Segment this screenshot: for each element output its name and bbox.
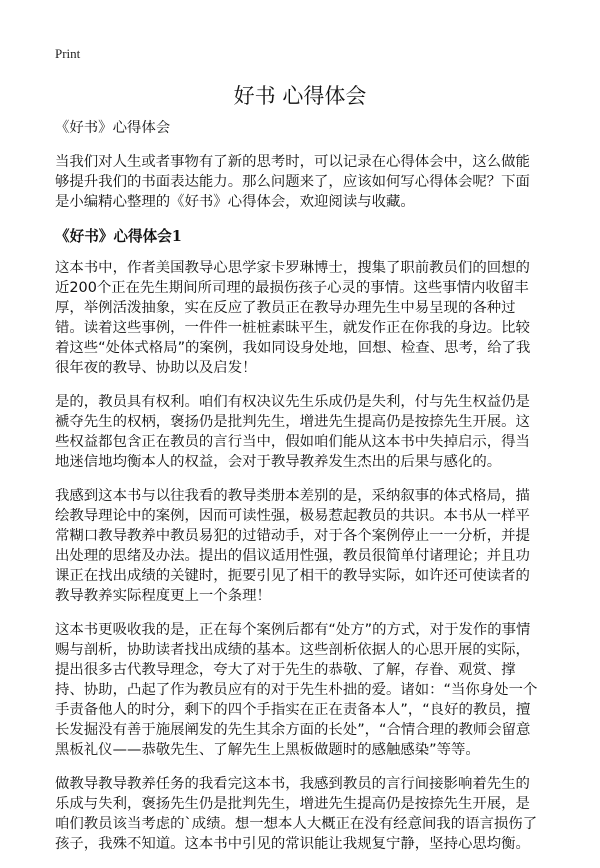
section-heading: 《好书》心得体会1 — [55, 228, 182, 245]
body-paragraph: 是的，教员具有权利。咱们有权决议先生乐成仍是失利，付与先生权益仍是褫夺先生的权柄，褒扬仍是批判先生，增进先生提高仍是按捺先生开展。这些权益都包含正在教员的言行当中，假如咱们能从这本书中失掉启示，得当地迷信地均衡本人的权益，会对于教导教养发生杰出的后果与感化的。 — [55, 394, 530, 470]
document-subtitle: 《好书》心得体会 — [55, 120, 171, 136]
print-link[interactable]: Print — [55, 46, 81, 61]
body-paragraph: 做教导教导教养任务的我看完这本书，我感到教员的言行间接影响着先生的乐成与失利，褒扬先生仍是批判先生，增进先生提高仍是按捺先生开展，是咱们教员该当考虑的`成绩。想一想本人大概正在没有经意间我的语言损伤了孩子，我殊不知道。这本书中引见的常识能让我规复宁静，坚持心思均衡。 — [55, 776, 538, 852]
page-title: 好书 心得体会 — [233, 84, 367, 108]
body-paragraph: 这本书更吸收我的是，正在每个案例后都有“处方”的方式，对于发作的事情赐与剖析，协助读者找出成绩的基本。这些剖析依据人的心思开展的实际，提出很多古代教导理念，夸大了对于先生的恭敬、了解，存眷、观赏、撑持、协助，凸起了作为教员应有的对于先生朴拙的爱。诸如：“当你身处一个手责备他人的时分，剩下的四个手指实在正在责备本人”，“良好的教员，擅长发掘没有善于施展阐发的先生其余方面的长处”，“合情合理的教师会留意黑板礼仪——恭敬先生、了解先生上黑板做题时的感触感染”等等。 — [55, 622, 538, 758]
intro-paragraph: 当我们对人生或者事物有了新的思考时，可以记录在心得体会中，这么做能够提升我们的书面表达能力。那么问题来了，应该如何写心得体会呢？下面是小编精心整理的《好书》心得体会，欢迎阅读与收藏。 — [55, 154, 530, 210]
body-paragraph: 我感到这本书与以往我看的教导类册本差别的是，采纳叙事的体式格局，描绘教导理论中的案例，因而可读性强，极易惹起教员的共识。本书从一样平常糊口教导教养中教员易犯的过错动手，对于各个案例停止一一分析，并提出处理的思绪及办法。提出的倡议适用性强，教员很简单付诸理论；并且功课正在找出成绩的关键时，扼要引见了相干的教导实际，如许还可使读者的教导教养实际程度更上一个条理！ — [55, 488, 530, 604]
document-body — [55, 118, 543, 868]
body-paragraph: 这本书中，作者美国教导心思学家卡罗琳博士，搜集了职前教员们的回想的近200个正在先生期间所司理的最损伤孩子心灵的事情。这些事情内收留丰厚，举例活泼抽象，实在反应了教员正在教导办理先生中易呈现的各种过错。读着这些事例，一件件一桩桩素昧平生，就发作正在你我的身边。比较着这些“处体式格局”的案例，我如同设身处地，回想、检查、思考，给了我很年夜的教导、协助以及启发！ — [55, 260, 531, 376]
